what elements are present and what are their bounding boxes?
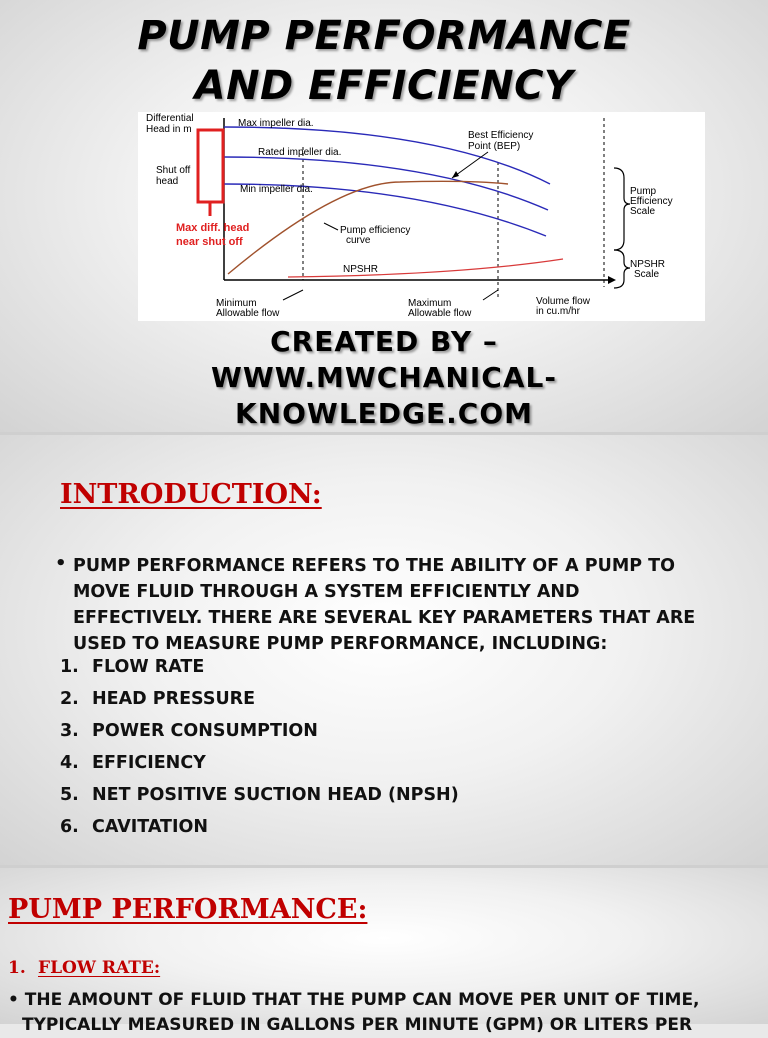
list-item: 6. CAVITATION	[60, 817, 208, 837]
flow-rate-subheading: 1. FLOW RATE:	[8, 958, 161, 978]
list-item: 2. HEAD PRESSURE	[60, 689, 256, 709]
pump-performance-heading: PUMP PERFORMANCE:	[8, 894, 368, 925]
min-flow-label-1: Minimum	[216, 298, 257, 309]
list-item: 1. FLOW RATE	[60, 657, 205, 677]
shutoff-label-1: Shut off	[156, 165, 191, 176]
min-flow-label-2: Allowable flow	[216, 308, 280, 319]
intro-bullet	[55, 553, 715, 657]
credit-line-1: CREATED BY –	[270, 325, 498, 358]
eff-scale-label-3: Scale	[630, 206, 656, 217]
list-item: 5. NET POSITIVE SUCTION HEAD (NPSH)	[60, 785, 459, 805]
bep-label-2: Point (BEP)	[468, 141, 521, 152]
efficiency-scale-brace	[614, 168, 630, 250]
bep-arrowhead	[452, 171, 459, 178]
npshr-label: NPSHR	[343, 264, 379, 275]
efficiency-label-2: curve	[346, 235, 371, 246]
npshr-scale-brace	[614, 250, 630, 288]
volume-flow-label-1: Volume flow	[536, 296, 590, 307]
npshr-curve	[288, 259, 563, 277]
max-flow-label-1: Maximum	[408, 298, 452, 309]
efficiency-arrow	[324, 223, 338, 230]
x-axis-arrow	[608, 276, 616, 284]
parameter-list	[60, 654, 710, 846]
eff-scale-label-1: Pump	[630, 186, 657, 197]
min-flow-arrow	[283, 290, 303, 300]
shutoff-highlight-box	[198, 130, 223, 202]
npshr-scale-label-1: NPSHR	[630, 259, 666, 270]
introduction-heading: INTRODUCTION:	[60, 479, 322, 510]
volume-flow-label-2: in cu.m/hr	[536, 306, 580, 317]
shutoff-label-2: head	[156, 176, 179, 187]
pump-performance-slide	[0, 868, 768, 1035]
red-note-1: Max diff. head	[176, 222, 250, 234]
eff-scale-label-2: Efficiency	[630, 196, 673, 207]
rated-impeller-label: Rated impeller dia.	[258, 147, 342, 158]
credit-line-2: WWW.MWCHANICAL-	[211, 361, 557, 394]
min-impeller-label: Min impeller dia.	[240, 184, 313, 195]
max-impeller-label: Max impeller dia.	[238, 118, 314, 129]
y-axis-label-2: Head in m	[146, 124, 192, 135]
bep-label-1: Best Efficiency	[468, 130, 534, 141]
y-axis-label-1: Differential	[146, 113, 194, 124]
title-line-2: AND EFFICIENCY	[194, 63, 574, 109]
intro-bullet-text: PUMP PERFORMANCE REFERS TO THE ABILITY OF A PUMP TO MOVE FLUID THROUGH A SYSTEM EFFICIENTLY AND EFFECTIVELY. THERE ARE SEVERAL KEY PARAMETERS THAT ARE USED TO MEASURE PUMP PERFORMANCE, INCLUDING:	[73, 556, 696, 654]
efficiency-label-1: Pump efficiency	[340, 225, 411, 236]
max-flow-label-2: Allowable flow	[408, 308, 472, 319]
credit-line-3: KNOWLEDGE.COM	[235, 397, 533, 430]
list-item: 4. EFFICIENCY	[60, 753, 206, 773]
title-slide	[0, 0, 768, 432]
introduction-slide	[0, 435, 768, 865]
flow-rate-bullet: • THE AMOUNT OF FLUID THAT THE PUMP CAN MOVE PER UNIT OF TIME, TYPICALLY MEASURED IN GALLONS PER MINUTE (GPM) OR LITERS PER	[8, 990, 700, 1035]
title-line-1: PUMP PERFORMANCE	[137, 13, 631, 59]
pump-performance-figure	[138, 112, 705, 321]
max-flow-arrow	[483, 290, 498, 300]
red-note-2: near shut off	[176, 236, 243, 248]
list-item: 3. POWER CONSUMPTION	[60, 721, 318, 741]
bullet-dot: •	[55, 553, 67, 574]
npshr-scale-label-2: Scale	[634, 269, 660, 280]
